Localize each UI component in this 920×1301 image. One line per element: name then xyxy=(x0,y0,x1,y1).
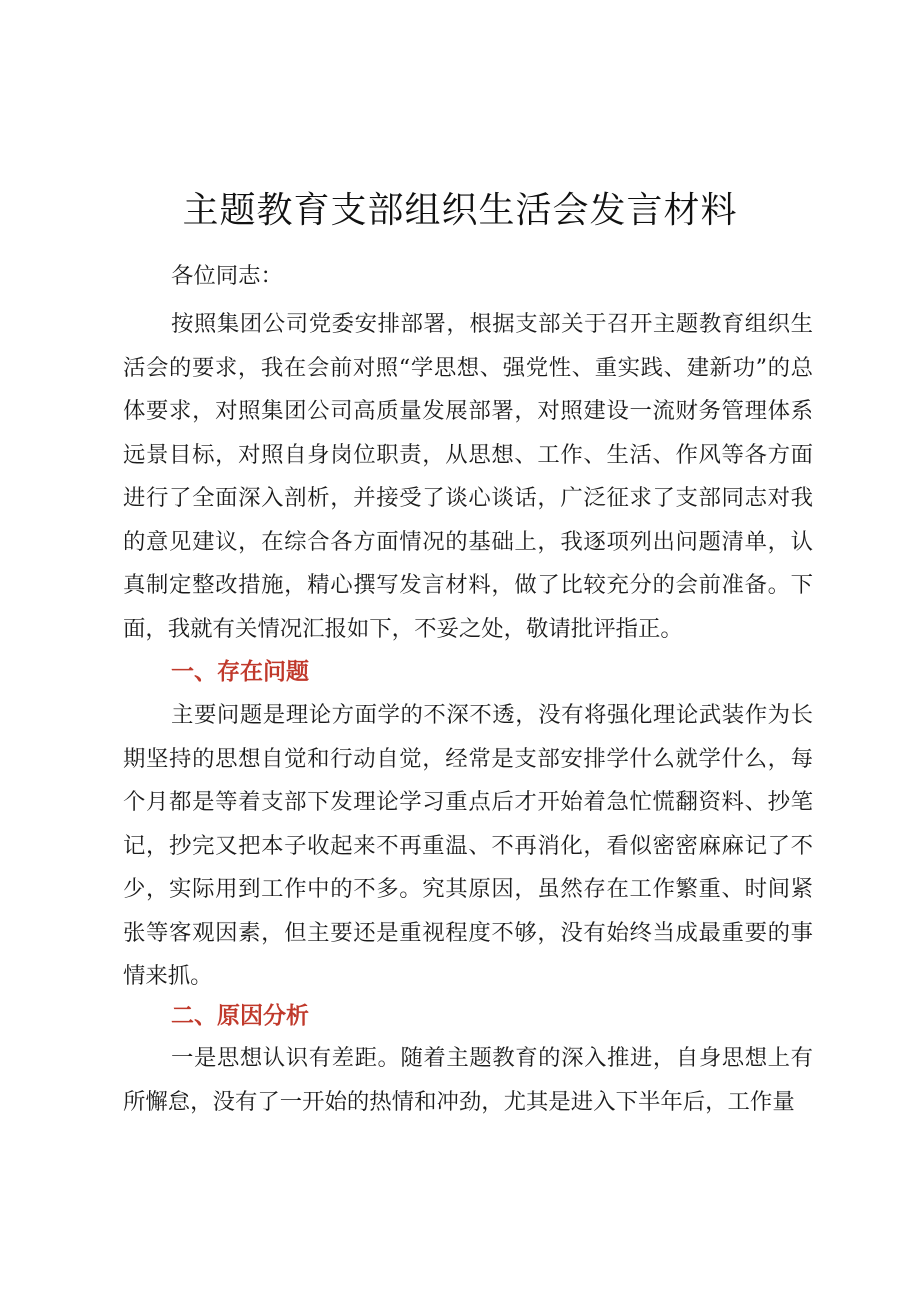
analysis-paragraph: 一是思想认识有差距。随着主题教育的深入推进，自身思想上有所懈怠，没有了一开始的热情和冲劲，尤其是进入下半年后，工作量 xyxy=(123,1045,813,1115)
problems-paragraph: 主要问题是理论方面学的不深不透，没有将强化理论武装作为长期坚持的思想自觉和行动自觉，经常是支部安排学什么就学什么，每个月都是等着支部下发理论学习重点后才开始着急忙慌翻资料、抄笔记，抄完又把本子收起来不再重温、不再消化，看似密密麻麻记了不少，实际用到工作中的不多。究其原因，虽然存在工作繁重、时间紧张等客观因素，但主要还是重视程度不够，没有始终当成最重要的事情来抓。 xyxy=(123,702,813,989)
salutation: 各位同志： xyxy=(171,263,283,289)
document-title: 主题教育支部组织生活会发言材料 xyxy=(182,190,738,231)
section-heading-problems: 一、存在问题 xyxy=(171,659,309,685)
intro-paragraph: 按照集团公司党委安排部署，根据支部关于召开主题教育组织生活会的要求，我在会前对照“学思想、强党性、重实践、建新功”的总体要求，对照集团公司高质量发展部署，对照建设一流财务管理体系远景目标，对照自身岗位职责，从思想、工作、生活、作风等各方面进行了全面深入剖析，并接受了谈心谈话，广泛征求了支部同志对我的意见建议，在综合各方面情况的基础上，我逐项列出问题清单，认真制定整改措施，精心撰写发言材料，做了比较充分的会前准备。下面，我就有关情况汇报如下，不妥之处，敬请批评指正。 xyxy=(123,311,813,642)
section-heading-analysis: 二、原因分析 xyxy=(171,1003,309,1029)
